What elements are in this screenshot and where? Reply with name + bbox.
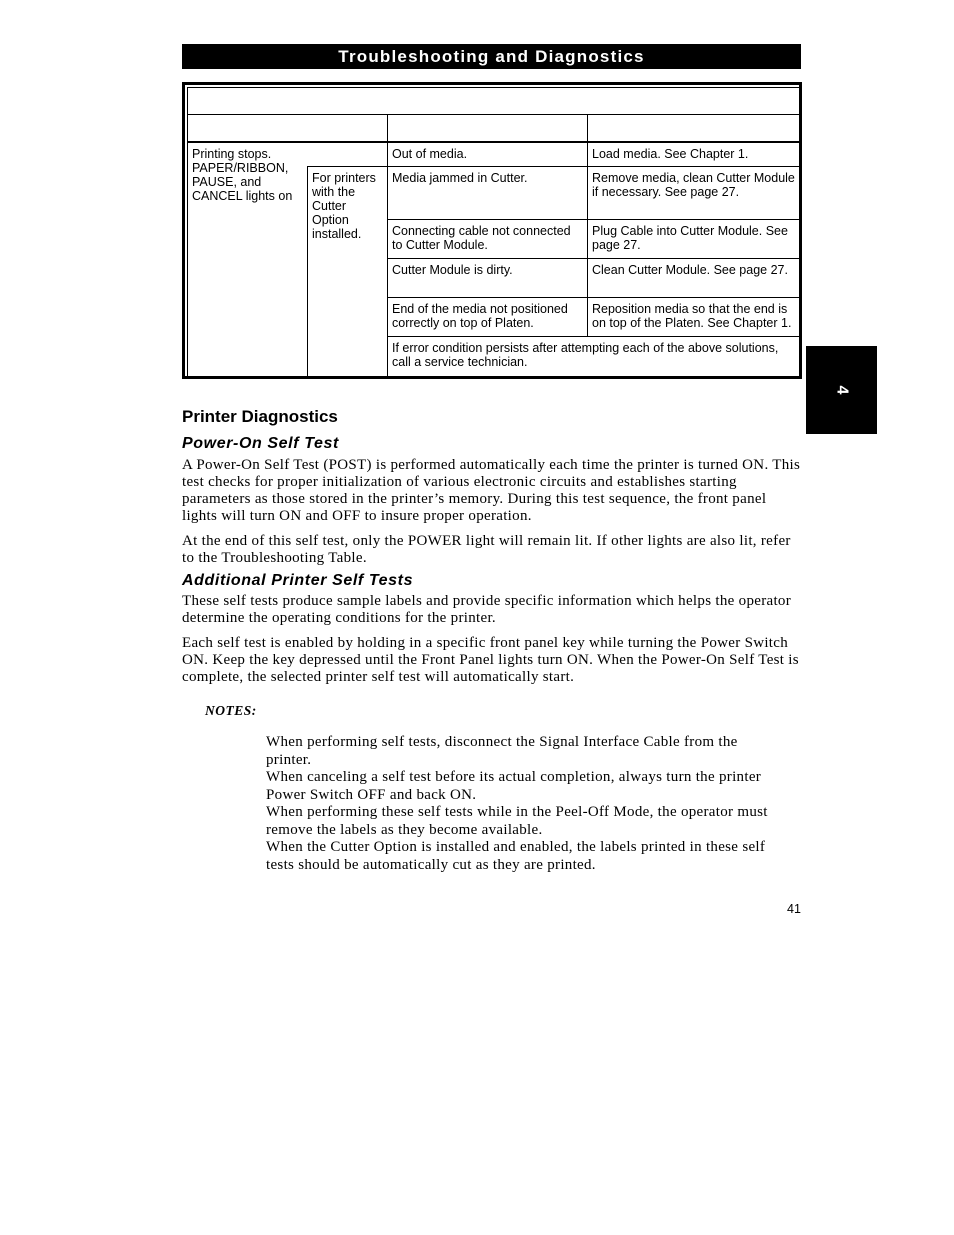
table-header-row — [188, 115, 800, 143]
cause-cell: Out of media. — [388, 142, 588, 166]
solution-cell: Plug Cable into Cutter Module. See page 27. — [588, 219, 800, 258]
header-solution-cell — [588, 115, 800, 143]
post-paragraph-2: At the end of this self test, only the POWER light will remain lit. If other lights are also lit, refer to the Troubleshooting Table. — [182, 533, 791, 566]
solution-cell: Clean Cutter Module. See page 27. — [588, 258, 800, 297]
subsection-heading-post: Power-On Self Test — [182, 435, 339, 452]
table-footer-cell: If error condition persists after attempting each of the above solutions, call a service technician. — [388, 336, 800, 377]
post-paragraph-1: A Power-On Self Test (POST) is performed automatically each time the printer is turned ON. This test checks for proper initialization of various electronic circuits and establishes starting parameters as those stored in the printer’s memory. During this test sequence, the front panel lights will turn ON and OFF to insure proper operation. — [182, 457, 801, 524]
condition-text: For printers with the Cutter Option installed. — [312, 170, 376, 241]
subsection-heading-additional: Additional Printer Self Tests — [182, 572, 414, 589]
cause-cell: Cutter Module is dirty. — [388, 258, 588, 297]
notes-label: NOTES: — [205, 703, 257, 718]
table-row — [188, 142, 800, 166]
problem-text: Printing stops. PAPER/RIBBON, PAUSE, and CANCEL lights on — [192, 147, 293, 203]
solution-cell: Remove media, clean Cutter Module if necessary. See page 27. — [588, 166, 800, 219]
cause-cell: End of the media not positioned correctly on top of Platen. — [388, 297, 588, 336]
notes-list — [266, 734, 776, 874]
troubleshooting-table — [182, 82, 802, 379]
header-cause-cell — [388, 115, 588, 143]
note-item: When performing self tests, disconnect the Signal Interface Cable from the printer. — [266, 734, 738, 768]
solution-cell: Load media. See Chapter 1. — [588, 142, 800, 166]
condition-blank-cell — [308, 142, 388, 166]
page-header-title: Troubleshooting and Diagnostics — [338, 46, 645, 66]
note-item: When canceling a self test before its actual completion, always turn the printer Power Switch OFF and back ON. — [266, 769, 762, 803]
page-header-bar — [182, 44, 801, 69]
solution-cell: Reposition media so that the end is on top of the Platen. See Chapter 1. — [588, 297, 800, 336]
table-title-cell — [188, 88, 800, 115]
table-title-row — [188, 88, 800, 115]
header-problem-cell — [188, 115, 388, 143]
chapter-tab-label: 4 — [833, 385, 851, 395]
additional-paragraph-2: Each self test is enabled by holding in a specific front panel key while turning the Power Switch ON. Keep the key depressed until the Front Panel lights turn ON. When the Power-On Self Test is complete, the selected printer self test will automatically start. — [182, 635, 799, 685]
section-heading: Printer Diagnostics — [182, 407, 338, 426]
cause-cell: Media jammed in Cutter. — [388, 166, 588, 219]
note-item: When the Cutter Option is installed and enabled, the labels printed in these self tests should be automatically cut as they are printed. — [266, 839, 766, 873]
cause-cell: Connecting cable not connected to Cutter Module. — [388, 219, 588, 258]
chapter-tab — [806, 346, 877, 434]
condition-cell — [308, 166, 388, 377]
problem-cell — [188, 142, 308, 377]
page-number: 41 — [787, 902, 801, 916]
note-item: When performing these self tests while in the Peel-Off Mode, the operator must remove the labels as they become available. — [266, 804, 768, 838]
additional-paragraph-1: These self tests produce sample labels and provide specific information which helps the operator determine the operating conditions for the printer. — [182, 593, 792, 626]
